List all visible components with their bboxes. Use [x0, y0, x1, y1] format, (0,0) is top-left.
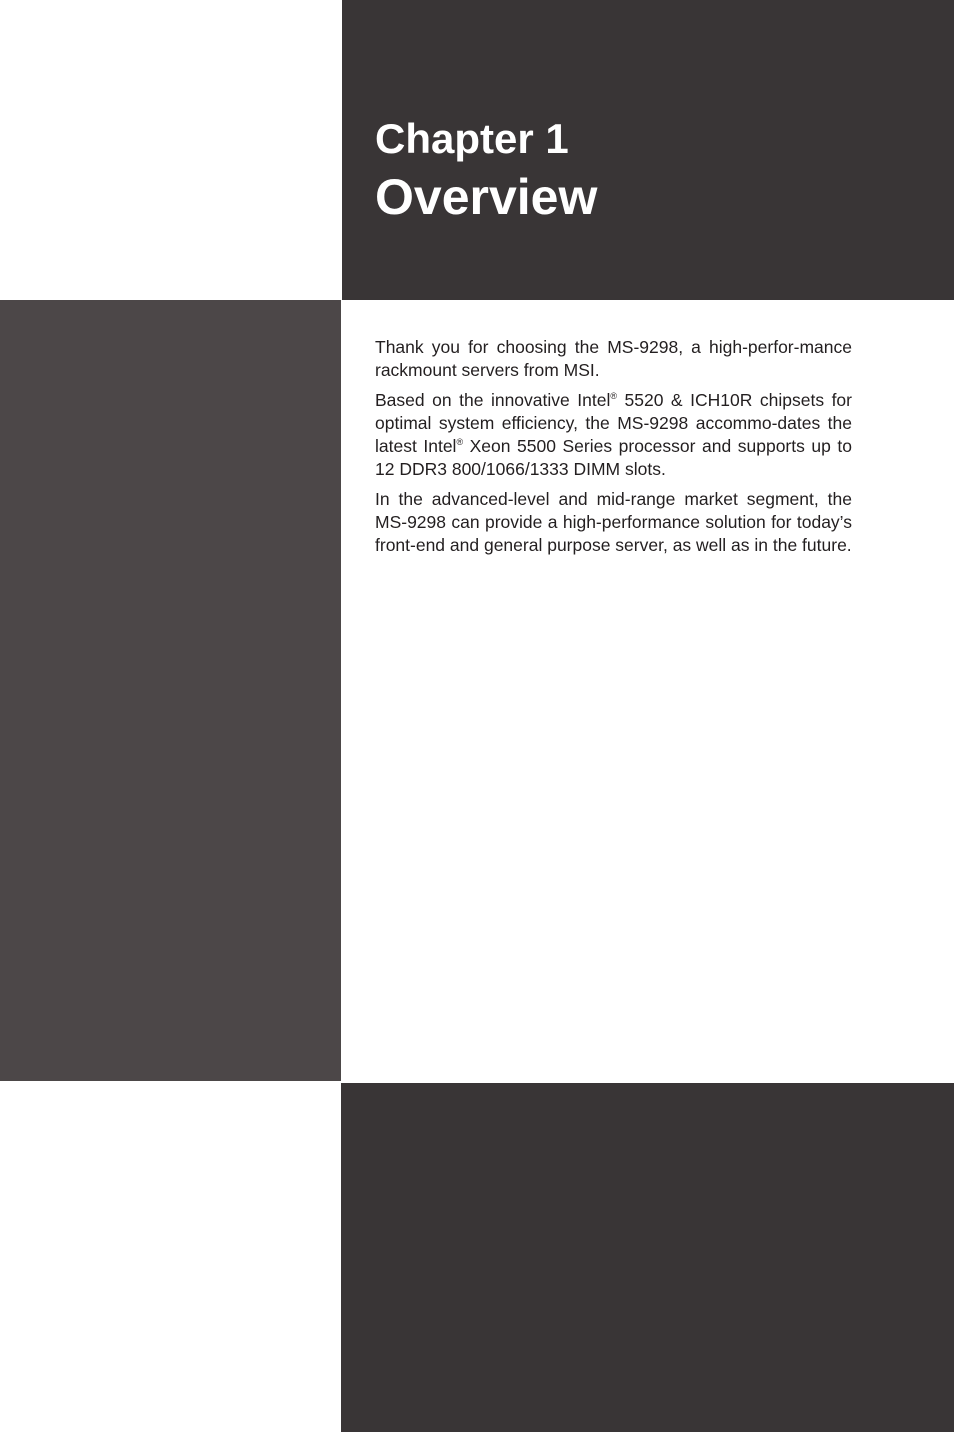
- paragraph-chipset: [375, 389, 852, 481]
- chapter-heading: [375, 114, 597, 230]
- paragraph-intro: Thank you for choosing the MS-9298, a high-perfor-mance rackmount servers from MSI.: [375, 337, 852, 380]
- paragraph-chipset-part-3: Xeon 5500 Series processor and supports up to 12 DDR3 800/1066/1333 DIMM slots.: [375, 436, 852, 479]
- paragraph-chipset-part-1: Based on the innovative Intel: [375, 390, 611, 410]
- registered-mark: ®: [456, 437, 464, 447]
- paragraph-market: In the advanced-level and mid-range market segment, the MS-9298 can provide a high-performance solution for today’s front-end and general purpose server, as well as in the future.: [375, 489, 852, 555]
- footer-dark-block: [341, 1083, 954, 1432]
- paragraph-chipset-part-2: 5520 & ICH10R chipsets for optimal system efficiency, the MS-9298 accommo-dates the latest Intel: [375, 390, 852, 456]
- chapter-label: Chapter 1: [375, 115, 569, 162]
- chapter-title: Overview: [375, 169, 598, 225]
- overview-body: [375, 336, 852, 564]
- registered-mark: ®: [610, 391, 617, 401]
- side-dark-block: [0, 300, 341, 1081]
